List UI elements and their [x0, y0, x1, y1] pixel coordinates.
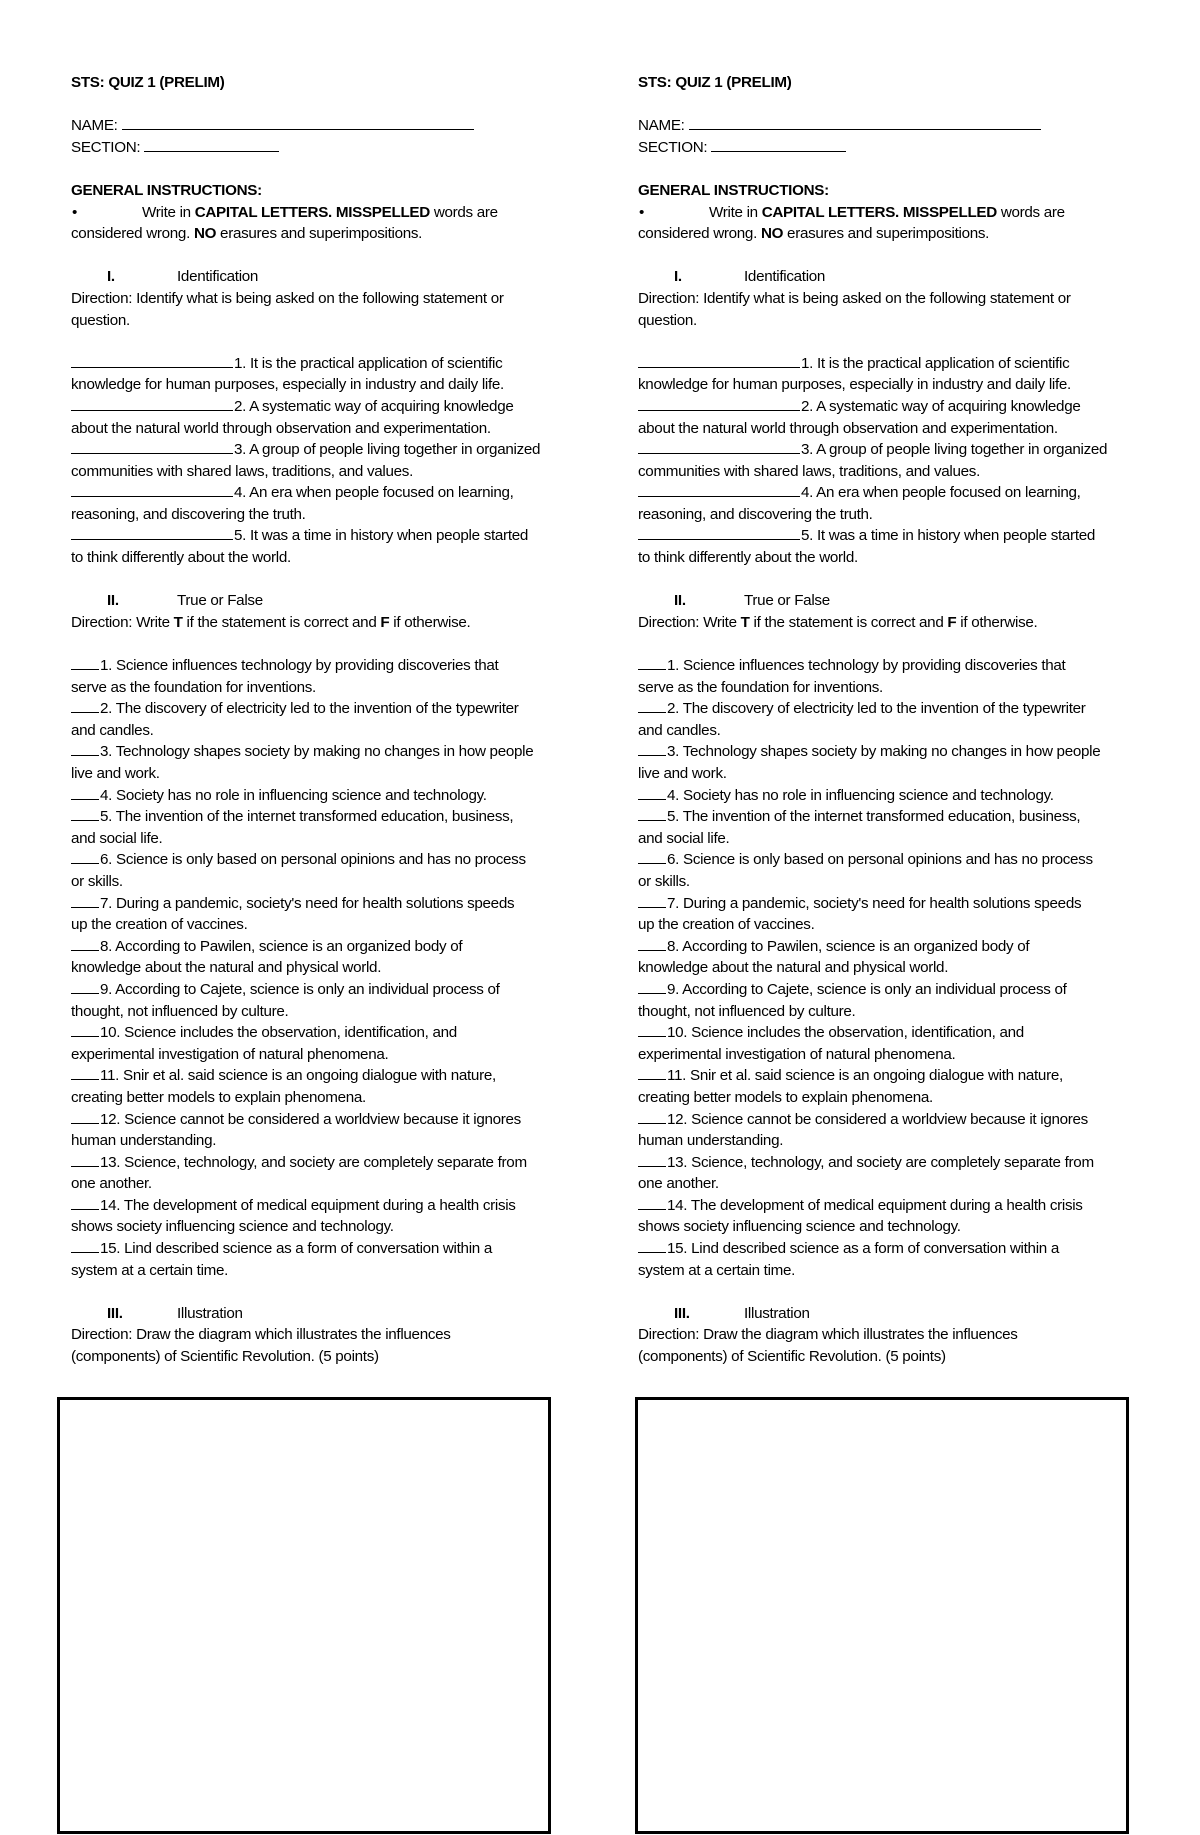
quiz-copy-right: [638, 72, 1138, 1368]
part3-title: Illustration: [177, 1304, 243, 1322]
answer-blank[interactable]: [71, 396, 233, 411]
ident-text: 1. It is the practical application of scientific: [234, 354, 503, 372]
answer-blank[interactable]: [638, 1022, 666, 1037]
tf-text: system at a certain time.: [71, 1261, 229, 1279]
tf-text: one another.: [71, 1175, 152, 1193]
tf-text: 14. The development of medical equipment during a health crisis: [667, 1196, 1083, 1214]
instr-text: considered wrong.: [71, 225, 194, 243]
part1-direction: Direction: Identify what is being asked on the following statement or: [71, 289, 504, 307]
instruction-bullet: [71, 202, 571, 224]
direction-text: Direction: Write: [638, 613, 741, 631]
ident-text: about the natural world through observation and experimentation.: [71, 419, 491, 437]
answer-blank[interactable]: [638, 655, 666, 670]
answer-blank[interactable]: [71, 1195, 99, 1210]
ident-item: [71, 525, 571, 568]
answer-blank[interactable]: [71, 893, 99, 908]
tf-text: 4. Society has no role in influencing science and technology.: [667, 786, 1054, 804]
tf-item: [71, 893, 571, 936]
tf-item: [71, 1152, 571, 1195]
general-instructions-title: GENERAL INSTRUCTIONS:: [638, 181, 829, 199]
answer-blank[interactable]: [638, 1065, 666, 1080]
ident-item: [638, 525, 1138, 568]
tf-item: [638, 655, 1138, 698]
instr-bold: NO: [760, 225, 784, 243]
answer-blank[interactable]: [638, 936, 666, 951]
tf-item: [71, 741, 571, 784]
tf-text: and candles.: [638, 721, 721, 739]
tf-item: [638, 1022, 1138, 1065]
answer-blank[interactable]: [71, 698, 99, 713]
name-line: [71, 115, 571, 137]
answer-blank[interactable]: [638, 785, 666, 800]
part2-title: True or False: [744, 592, 830, 610]
part2-direction: [638, 612, 1138, 634]
tf-text: experimental investigation of natural phenomena.: [638, 1045, 956, 1063]
ident-text: 3. A group of people living together in organized: [801, 441, 1108, 459]
answer-blank[interactable]: [638, 482, 800, 497]
section-line: [638, 137, 1138, 159]
part2-direction: [71, 612, 571, 634]
direction-bold: T: [740, 613, 750, 631]
name-blank[interactable]: [122, 115, 474, 130]
answer-blank[interactable]: [638, 698, 666, 713]
part1-title: Identification: [744, 268, 826, 286]
section-line: [71, 137, 571, 159]
part3-direction: Direction: Draw the diagram which illustrates the influences: [71, 1326, 451, 1344]
answer-blank[interactable]: [71, 1238, 99, 1253]
part1-direction: question.: [71, 311, 130, 329]
part1-heading: I. Identification: [107, 266, 571, 288]
answer-blank[interactable]: [71, 1109, 99, 1124]
tf-text: 5. The invention of the internet transformed education, business,: [100, 808, 514, 826]
answer-blank[interactable]: [638, 396, 800, 411]
tf-text: 7. During a pandemic, society's need for health solutions speeds: [667, 894, 1082, 912]
direction-text: Direction: Write: [71, 613, 174, 631]
tf-text: 12. Science cannot be considered a worldview because it ignores: [100, 1110, 521, 1128]
bullet-icon: •: [639, 203, 645, 221]
instr-text: considered wrong.: [638, 225, 761, 243]
tf-item: [638, 1109, 1138, 1152]
bullet-icon: •: [72, 203, 78, 221]
ident-item: [71, 439, 571, 482]
tf-item: [638, 893, 1138, 936]
tf-text: up the creation of vaccines.: [71, 916, 248, 934]
general-instructions-title: GENERAL INSTRUCTIONS:: [71, 181, 262, 199]
name-label: NAME:: [71, 117, 122, 135]
ident-text: reasoning, and discovering the truth.: [71, 505, 306, 523]
tf-item: [71, 849, 571, 892]
tf-text: 6. Science is only based on personal opinions and has no process: [667, 851, 1093, 869]
quiz-title: STS: QUIZ 1 (PRELIM): [71, 74, 225, 91]
ident-text: 1. It is the practical application of scientific: [801, 354, 1070, 372]
answer-blank[interactable]: [638, 806, 666, 821]
instr-text: erasures and superimpositions.: [216, 225, 423, 243]
direction-text: if the statement is correct and: [182, 613, 381, 631]
part1-title: Identification: [177, 268, 259, 286]
tf-text: 15. Lind described science as a form of conversation within a: [667, 1240, 1059, 1258]
tf-item: [638, 785, 1138, 807]
ident-text: knowledge for human purposes, especially in industry and daily life.: [638, 376, 1071, 394]
answer-blank[interactable]: [71, 849, 99, 864]
answer-blank[interactable]: [638, 439, 800, 454]
instruction-line-2: [71, 223, 571, 245]
tf-text: system at a certain time.: [638, 1261, 796, 1279]
answer-blank[interactable]: [71, 979, 99, 994]
tf-text: live and work.: [638, 765, 727, 782]
part1-direction: Direction: Identify what is being asked on the following statement or: [638, 289, 1071, 307]
tf-text: 9. According to Cajete, science is only an individual process of: [667, 980, 1067, 998]
instr-text: words are: [996, 203, 1065, 221]
ident-item: [638, 482, 1138, 525]
ident-text: about the natural world through observation and experimentation.: [638, 419, 1058, 437]
instruction-line-2: [638, 223, 1138, 245]
instr-bold: CAPITAL LETTERS. MISSPELLED: [761, 203, 997, 221]
ident-text: reasoning, and discovering the truth.: [638, 505, 873, 523]
section-label: SECTION:: [638, 138, 712, 156]
tf-text: 13. Science, technology, and society are completely separate from: [100, 1153, 527, 1171]
instr-text: Write in: [142, 203, 195, 221]
direction-bold: F: [947, 613, 957, 631]
tf-item: [71, 1195, 571, 1238]
tf-item: [638, 1065, 1138, 1108]
tf-text: creating better models to explain phenomena.: [638, 1088, 933, 1106]
instr-bold: CAPITAL LETTERS. MISSPELLED: [194, 203, 430, 221]
ident-text: to think differently about the world.: [638, 549, 858, 567]
answer-blank[interactable]: [638, 741, 666, 756]
tf-text: creating better models to explain phenomena.: [71, 1088, 366, 1106]
part2-title: True or False: [177, 592, 263, 610]
tf-text: serve as the foundation for inventions.: [71, 678, 316, 696]
tf-item: [638, 1238, 1138, 1281]
tf-text: thought, not influenced by culture.: [71, 1002, 289, 1020]
direction-text: if otherwise.: [956, 613, 1038, 631]
quiz-copy-left: [71, 72, 571, 1368]
direction-text: if the statement is correct and: [749, 613, 948, 631]
part3-direction: (components) of Scientific Revolution. (5 points): [638, 1348, 946, 1366]
instr-text: erasures and superimpositions.: [783, 225, 990, 243]
answer-blank[interactable]: [638, 893, 666, 908]
section-blank[interactable]: [711, 137, 846, 152]
tf-item: [71, 1022, 571, 1065]
tf-text: up the creation of vaccines.: [638, 916, 815, 934]
tf-text: one another.: [638, 1175, 719, 1193]
part1-heading: I. Identification: [674, 266, 1138, 288]
ident-text: 5. It was a time in history when people started: [234, 527, 529, 545]
ident-text: knowledge for human purposes, especially in industry and daily life.: [71, 376, 504, 394]
answer-blank[interactable]: [71, 353, 233, 368]
ident-item: [71, 482, 571, 525]
tf-text: 8. According to Pawilen, science is an organized body of: [667, 937, 1030, 955]
part3-direction: (components) of Scientific Revolution. (5 points): [71, 1348, 379, 1366]
ident-text: 5. It was a time in history when people started: [801, 527, 1096, 545]
tf-text: 10. Science includes the observation, identification, and: [667, 1024, 1024, 1042]
answer-blank[interactable]: [71, 741, 99, 756]
part3-heading: III. Illustration: [107, 1303, 571, 1325]
ident-item: [71, 396, 571, 439]
tf-text: 8. According to Pawilen, science is an organized body of: [100, 937, 463, 955]
tf-text: thought, not influenced by culture.: [638, 1002, 856, 1020]
tf-text: 2. The discovery of electricity led to the invention of the typewriter: [667, 700, 1086, 718]
section-label: SECTION:: [71, 138, 145, 156]
answer-blank[interactable]: [71, 525, 233, 540]
answer-blank[interactable]: [638, 1195, 666, 1210]
tf-item: [638, 698, 1138, 741]
answer-blank[interactable]: [71, 936, 99, 951]
tf-item: [71, 806, 571, 849]
tf-text: 2. The discovery of electricity led to the invention of the typewriter: [100, 700, 519, 718]
tf-text: 1. Science influences technology by providing discoveries that: [100, 657, 499, 675]
tf-item: [71, 655, 571, 698]
answer-blank[interactable]: [71, 1065, 99, 1080]
tf-text: live and work.: [71, 765, 160, 782]
name-label: NAME:: [638, 117, 689, 135]
tf-text: 11. Snir et al. said science is an ongoing dialogue with nature,: [667, 1067, 1063, 1085]
tf-text: shows society influencing science and technology.: [638, 1218, 961, 1236]
tf-item: [638, 1152, 1138, 1195]
tf-item: [71, 1065, 571, 1108]
instruction-bullet: [638, 202, 1138, 224]
part1-direction: question.: [638, 311, 697, 329]
ident-text: 2. A systematic way of acquiring knowledge: [801, 397, 1081, 415]
ident-text: 2. A systematic way of acquiring knowledge: [234, 397, 514, 415]
tf-text: and candles.: [71, 721, 154, 739]
answer-blank[interactable]: [71, 785, 99, 800]
tf-text: or skills.: [71, 872, 123, 890]
tf-text: 3. Technology shapes society by making no changes in how people: [667, 743, 1101, 761]
ident-item: [638, 439, 1138, 482]
part3-direction: Direction: Draw the diagram which illustrates the influences: [638, 1326, 1018, 1344]
tf-text: 9. According to Cajete, science is only an individual process of: [100, 980, 500, 998]
tf-text: 5. The invention of the internet transformed education, business,: [667, 808, 1081, 826]
tf-item: [71, 1109, 571, 1152]
instr-bold: NO: [193, 225, 217, 243]
tf-text: human understanding.: [71, 1132, 217, 1150]
part2-heading: II. True or False: [674, 590, 1138, 612]
name-blank[interactable]: [689, 115, 1041, 130]
name-line: [638, 115, 1138, 137]
ident-item: [638, 353, 1138, 396]
part2-heading: II. True or False: [107, 590, 571, 612]
ident-item: [71, 353, 571, 396]
answer-blank[interactable]: [71, 1152, 99, 1167]
tf-item: [638, 849, 1138, 892]
tf-text: 13. Science, technology, and society are completely separate from: [667, 1153, 1094, 1171]
answer-blank[interactable]: [71, 1022, 99, 1037]
tf-item: [638, 1195, 1138, 1238]
tf-text: knowledge about the natural and physical world.: [71, 959, 382, 977]
part3-title: Illustration: [744, 1304, 810, 1322]
tf-text: 6. Science is only based on personal opinions and has no process: [100, 851, 526, 869]
tf-text: 7. During a pandemic, society's need for health solutions speeds: [100, 894, 515, 912]
answer-blank[interactable]: [71, 439, 233, 454]
answer-blank[interactable]: [71, 482, 233, 497]
ident-text: 4. An era when people focused on learning,: [234, 484, 514, 502]
ident-text: communities with shared laws, traditions, and values.: [71, 462, 414, 480]
tf-item: [71, 936, 571, 979]
tf-text: human understanding.: [638, 1132, 784, 1150]
answer-blank[interactable]: [638, 1152, 666, 1167]
tf-text: shows society influencing science and technology.: [71, 1218, 394, 1236]
answer-blank[interactable]: [638, 353, 800, 368]
direction-bold: T: [173, 613, 183, 631]
tf-text: experimental investigation of natural phenomena.: [71, 1045, 389, 1063]
quiz-title: STS: QUIZ 1 (PRELIM): [638, 74, 792, 91]
tf-text: 14. The development of medical equipment during a health crisis: [100, 1196, 516, 1214]
tf-item: [638, 806, 1138, 849]
answer-blank[interactable]: [71, 655, 99, 670]
tf-item: [71, 785, 571, 807]
direction-bold: F: [380, 613, 390, 631]
answer-blank[interactable]: [638, 1109, 666, 1124]
answer-blank[interactable]: [638, 525, 800, 540]
answer-blank[interactable]: [71, 806, 99, 821]
instr-text: Write in: [709, 203, 762, 221]
tf-item: [638, 979, 1138, 1022]
tf-item: [71, 1238, 571, 1281]
ident-text: 4. An era when people focused on learning,: [801, 484, 1081, 502]
tf-text: serve as the foundation for inventions.: [638, 678, 883, 696]
tf-item: [638, 936, 1138, 979]
ident-text: communities with shared laws, traditions, and values.: [638, 462, 981, 480]
tf-item: [638, 741, 1138, 784]
tf-text: 11. Snir et al. said science is an ongoing dialogue with nature,: [100, 1067, 496, 1085]
tf-text: 4. Society has no role in influencing science and technology.: [100, 786, 487, 804]
tf-text: 3. Technology shapes society by making no changes in how people: [100, 743, 534, 761]
tf-item: [71, 979, 571, 1022]
tf-text: 12. Science cannot be considered a worldview because it ignores: [667, 1110, 1088, 1128]
instr-text: words are: [429, 203, 498, 221]
ident-item: [638, 396, 1138, 439]
tf-text: and social life.: [638, 829, 730, 847]
tf-text: 15. Lind described science as a form of conversation within a: [100, 1240, 492, 1258]
direction-text: if otherwise.: [389, 613, 471, 631]
answer-blank[interactable]: [638, 849, 666, 864]
ident-text: to think differently about the world.: [71, 549, 291, 567]
illustration-drawing-box[interactable]: [57, 1397, 551, 1834]
section-blank[interactable]: [144, 137, 279, 152]
illustration-drawing-box[interactable]: [635, 1397, 1129, 1834]
ident-text: 3. A group of people living together in organized: [234, 441, 541, 459]
tf-text: or skills.: [638, 872, 690, 890]
tf-text: 10. Science includes the observation, identification, and: [100, 1024, 457, 1042]
tf-item: [71, 698, 571, 741]
answer-blank[interactable]: [638, 979, 666, 994]
tf-text: and social life.: [71, 829, 163, 847]
tf-text: knowledge about the natural and physical world.: [638, 959, 949, 977]
part3-heading: III. Illustration: [674, 1303, 1138, 1325]
tf-text: 1. Science influences technology by providing discoveries that: [667, 657, 1066, 675]
answer-blank[interactable]: [638, 1238, 666, 1253]
